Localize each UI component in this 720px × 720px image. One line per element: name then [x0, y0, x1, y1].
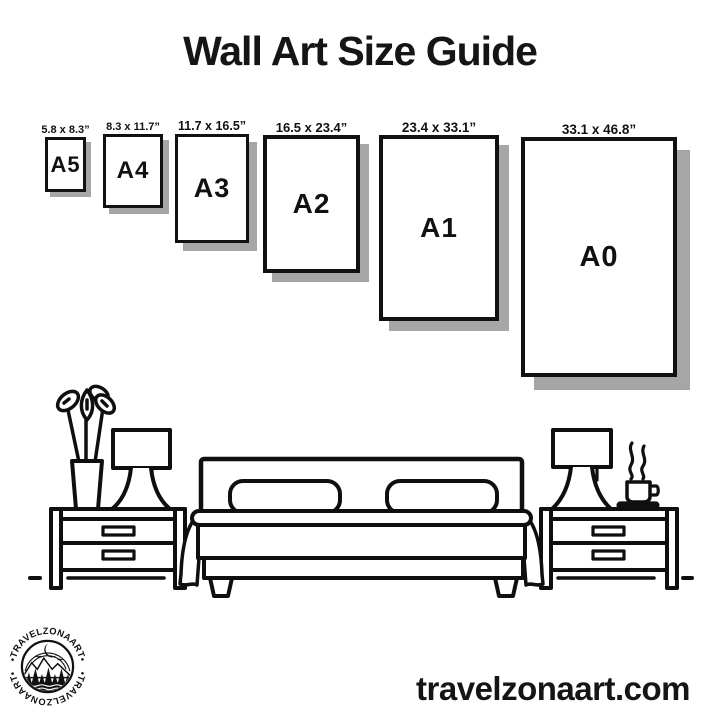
size-dimensions-label: 23.4 x 33.1” — [401, 120, 477, 135]
size-letter: A0 — [579, 240, 619, 273]
size-letter: A1 — [420, 212, 458, 243]
size-frame-a2 — [263, 120, 360, 273]
size-frame-a1 — [379, 120, 499, 321]
website-url: travelzonaart.com — [416, 670, 690, 707]
logo-text-top: •TRAVELZONAART• — [7, 625, 88, 663]
size-letter: A5 — [50, 151, 81, 177]
size-frame-a5 — [41, 124, 90, 192]
table-lamp-left-icon — [112, 430, 170, 509]
size-dimensions-label: 33.1 x 46.8” — [561, 122, 637, 137]
size-letter: A2 — [292, 188, 331, 219]
logo-badge — [1, 617, 94, 716]
size-frame-a3 — [175, 119, 249, 243]
size-dimensions-label: 11.7 x 16.5” — [177, 119, 247, 133]
size-dimensions-label: 8.3 x 11.7” — [106, 121, 160, 133]
size-letter: A4 — [116, 157, 150, 184]
size-frame-a4 — [103, 121, 163, 208]
bed-icon — [180, 459, 543, 596]
coffee-cup-icon — [618, 443, 658, 508]
size-dimensions-label: 5.8 x 8.3” — [41, 124, 90, 136]
logo-text-bottom: •TRAVELZONAART• — [7, 670, 88, 708]
size-letter: A3 — [193, 173, 231, 203]
size-dimensions-label: 16.5 x 23.4” — [275, 120, 348, 135]
nightstand-left-icon — [51, 509, 185, 588]
table-lamp-right-icon — [552, 430, 611, 509]
bedroom-illustration — [0, 378, 720, 608]
nightstand-right-icon — [541, 509, 677, 588]
page-title: Wall Art Size Guide — [183, 28, 537, 74]
size-frame-a0 — [521, 122, 677, 377]
vase-plant-icon — [54, 383, 118, 509]
